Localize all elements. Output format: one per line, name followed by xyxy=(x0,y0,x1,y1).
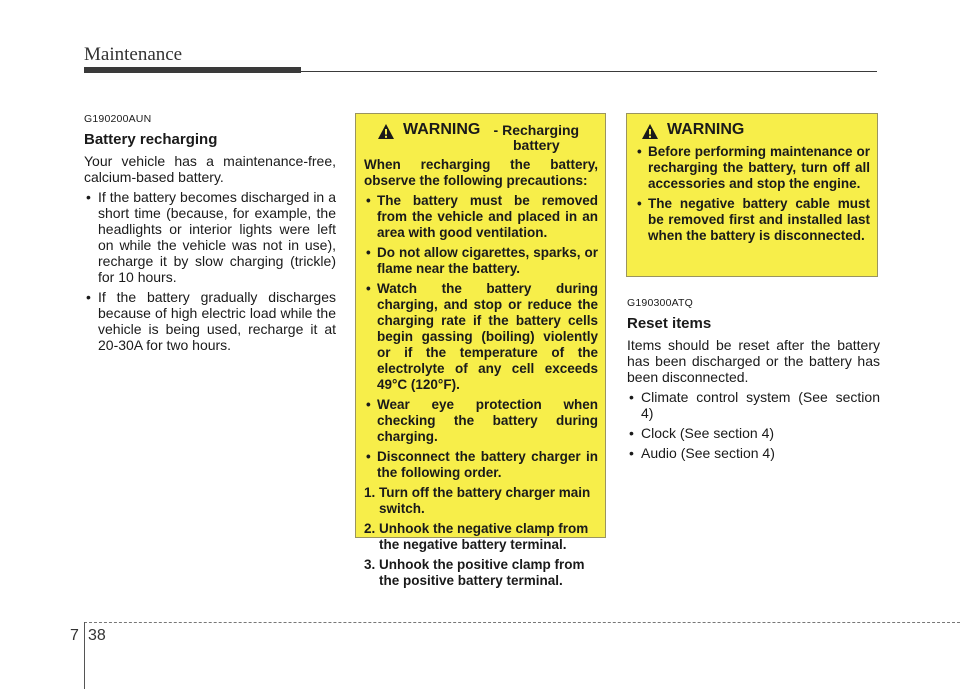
section-intro: Your vehicle has a maintenance-free, calcium-based battery. xyxy=(84,153,336,185)
list-item: • The negative battery cable must be removed first and installed last when the battery is disconnected. xyxy=(635,196,870,244)
section-intro: Items should be reset after the battery has been discharged or the battery has been disconnected. xyxy=(627,337,880,385)
list-item: • Before performing maintenance or recharging the battery, turn off all accessories and stop the engine. xyxy=(635,144,870,192)
list-item: • Disconnect the battery charger in the following order. xyxy=(364,449,598,481)
list-item: • If the battery becomes discharged in a short time (because, for example, the headlights or interior lights were left on while the vehicle was not in use), recharge it by slow charging (trickle) for 10 hours. xyxy=(84,189,336,285)
list-item: • Climate control system (See section 4) xyxy=(627,389,880,421)
header-bar xyxy=(84,67,301,73)
list-item: 3. Unhook the positive clamp from the positive battery terminal. xyxy=(364,557,585,588)
warning-box-recharging xyxy=(355,113,606,588)
disconnect-steps xyxy=(364,485,598,589)
section-heading: Reset items xyxy=(627,315,712,332)
section-code: G190200AUN xyxy=(84,113,152,125)
list-item: • Do not allow cigarettes, sparks, or flame near the battery. xyxy=(364,245,598,277)
list-item: • Watch the battery during charging, and stop or reduce the charging rate if the battery cells begin gassing (boiling) violently or if the temperature of the electrolyte of any cell exceeds 49°C (120°F). xyxy=(364,281,598,393)
warning-word: WARNING xyxy=(403,121,481,138)
reset-items-list xyxy=(627,389,880,461)
warning-intro: When recharging the battery, observe the following precautions: xyxy=(364,157,598,188)
list-item: • If the battery gradually discharges because of high electric load while the vehicle is being used, recharge it at 20-30A for two hours. xyxy=(84,289,336,353)
warning-title xyxy=(635,122,870,140)
warning-triangle-icon xyxy=(641,123,659,140)
battery-recharging-section xyxy=(84,111,336,357)
list-item: 1. Turn off the battery charger main switch. xyxy=(364,485,591,516)
reset-items-section xyxy=(627,295,880,465)
list-item: 2. Unhook the negative clamp from the negative battery terminal. xyxy=(364,521,589,552)
footer-dashed-rule xyxy=(84,622,960,623)
section-number: 7 xyxy=(70,627,79,644)
page-header-title: Maintenance xyxy=(84,44,183,65)
warning-bullets xyxy=(635,144,870,244)
list-item: • The battery must be removed from the vehicle and placed in an area with good ventilation. xyxy=(364,193,598,241)
section-code: G190300ATQ xyxy=(627,297,694,309)
page-number: 38 xyxy=(88,627,106,644)
warning-box-maintenance xyxy=(626,113,878,277)
list-item: • Clock (See section 4) xyxy=(627,425,880,441)
warning-triangle-icon xyxy=(377,123,395,140)
warning-title xyxy=(364,122,598,153)
list-item: • Wear eye protection when checking the battery during charging. xyxy=(364,397,598,445)
recharge-bullets xyxy=(84,189,336,353)
footer-divider xyxy=(84,622,85,689)
header-rule xyxy=(301,71,877,72)
warning-bullets xyxy=(364,193,598,481)
list-item: • Audio (See section 4) xyxy=(627,445,880,461)
warning-word: WARNING xyxy=(667,121,745,138)
section-heading: Battery recharging xyxy=(84,131,218,148)
warning-subtitle: - Recharging battery xyxy=(493,122,580,153)
